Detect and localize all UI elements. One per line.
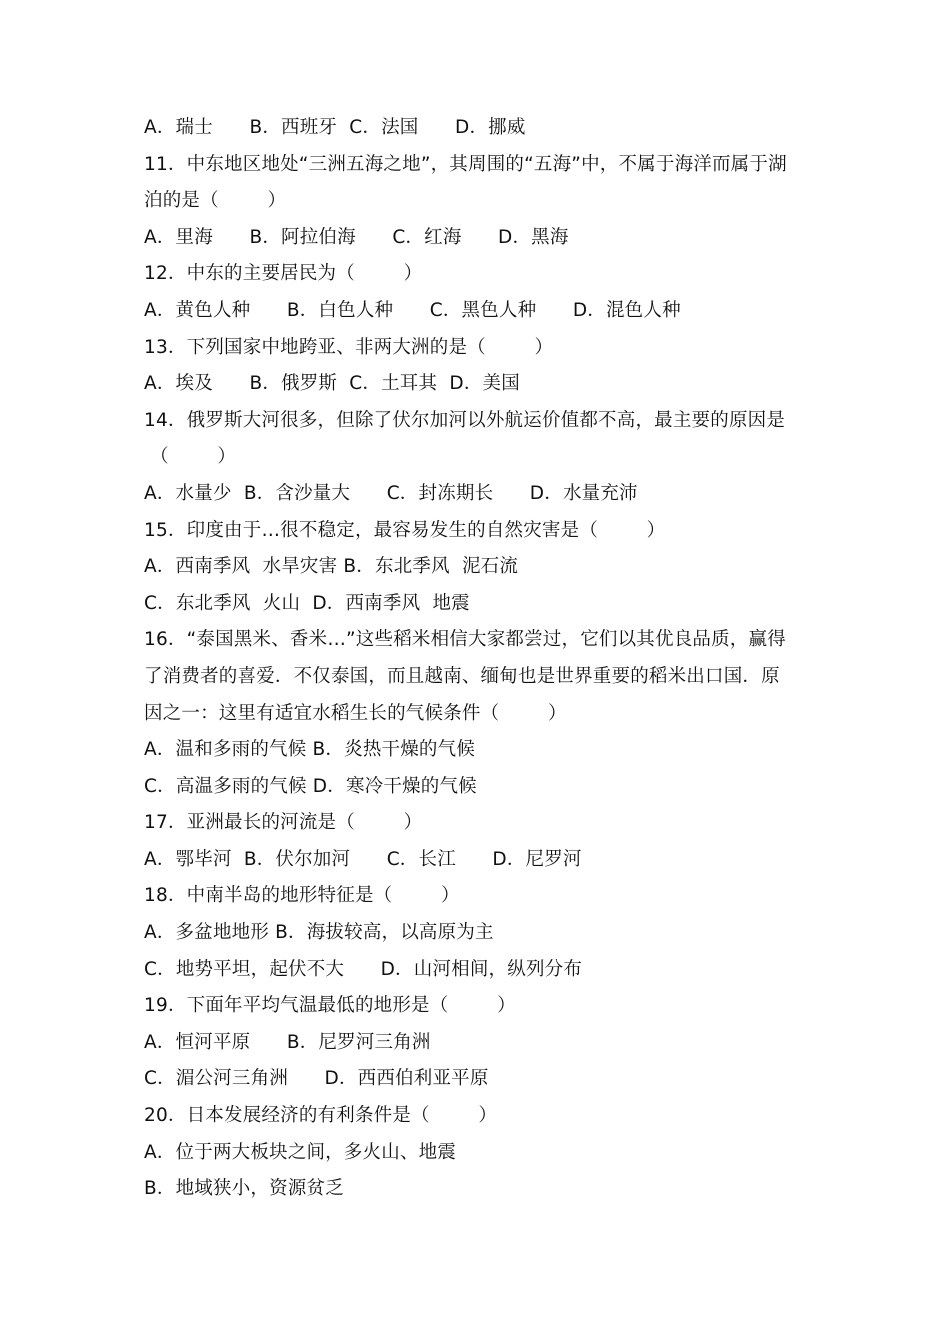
q12-options: A．黄色人种 B．白色人种 C．黑色人种 D．混色人种 <box>144 299 681 321</box>
q18-stem: 18．中南半岛的地形特征是（ ） <box>144 885 460 907</box>
q19-options-cd: C．湄公河三角洲 D．西西伯利亚平原 <box>144 1068 489 1090</box>
q16-stem-cont: 了消费者的喜爱．不仅泰国，而且越南、缅甸也是世界重要的稻米出口国．原 <box>144 665 780 687</box>
q15-stem: 15．印度由于…很不稳定，最容易发生的自然灾害是（ ） <box>144 519 666 541</box>
q18-options-ab: A．多盆地地形 B．海拔较高，以高原为主 <box>144 922 494 944</box>
q16-options-ab: A．温和多雨的气候 B．炎热干燥的气候 <box>144 739 476 761</box>
q11-stem-cont: 泊的是（ ） <box>144 190 287 212</box>
q14-stem: 14．俄罗斯大河很多，但除了伏尔加河以外航运价值都不高，最主要的原因是 <box>144 409 786 431</box>
q19-options-ab: A．恒河平原 B．尼罗河三角洲 <box>144 1031 431 1053</box>
question-text-block <box>144 110 824 1208</box>
q15-options-cd: C．东北季风 火山 D．西南季风 地震 <box>144 592 470 614</box>
q15-options-ab: A．西南季风 水旱灾害 B．东北季风 泥石流 <box>144 556 519 578</box>
q13-stem: 13．下列国家中地跨亚、非两大洲的是（ ） <box>144 336 554 358</box>
q20-option-a: A．位于两大板块之间，多火山、地震 <box>144 1141 457 1163</box>
q16-stem-cont2: 因之一：这里有适宜水稻生长的气候条件（ ） <box>144 702 567 724</box>
q14-options: A．水量少 B．含沙量大 C．封冻期长 D．水量充沛 <box>144 482 638 504</box>
q10-options: A．瑞士 B．西班牙 C．法国 D．挪威 <box>144 117 526 138</box>
q13-options: A．埃及 B．俄罗斯 C．土耳其 D．美国 <box>144 373 520 395</box>
q16-stem: 16．“泰国黑米、香米…”这些稻米相信大家都尝过，它们以其优良品质，赢得 <box>144 629 786 651</box>
q19-stem: 19．下面年平均气温最低的地形是（ ） <box>144 995 516 1017</box>
q17-stem: 17．亚洲最长的河流是（ ） <box>144 812 423 834</box>
q11-options: A．里海 B．阿拉伯海 C．红海 D．黑海 <box>144 226 569 248</box>
q14-stem-cont: （ ） <box>144 446 237 468</box>
q16-options-cd: C．高温多雨的气候 D．寒冷干燥的气候 <box>144 775 477 797</box>
q12-stem: 12．中东的主要居民为（ ） <box>144 263 423 285</box>
q17-options: A．鄂毕河 B．伏尔加河 C．长江 D．尼罗河 <box>144 848 582 870</box>
q20-stem: 20．日本发展经济的有利条件是（ ） <box>144 1105 498 1127</box>
q20-option-b: B．地域狭小，资源贫乏 <box>144 1178 344 1200</box>
q18-options-cd: C．地势平坦，起伏不大 D．山河相间，纵列分布 <box>144 958 583 980</box>
q11-stem: 11．中东地区地处“三洲五海之地”，其周围的“五海”中，不属于海洋而属于湖 <box>144 153 787 175</box>
